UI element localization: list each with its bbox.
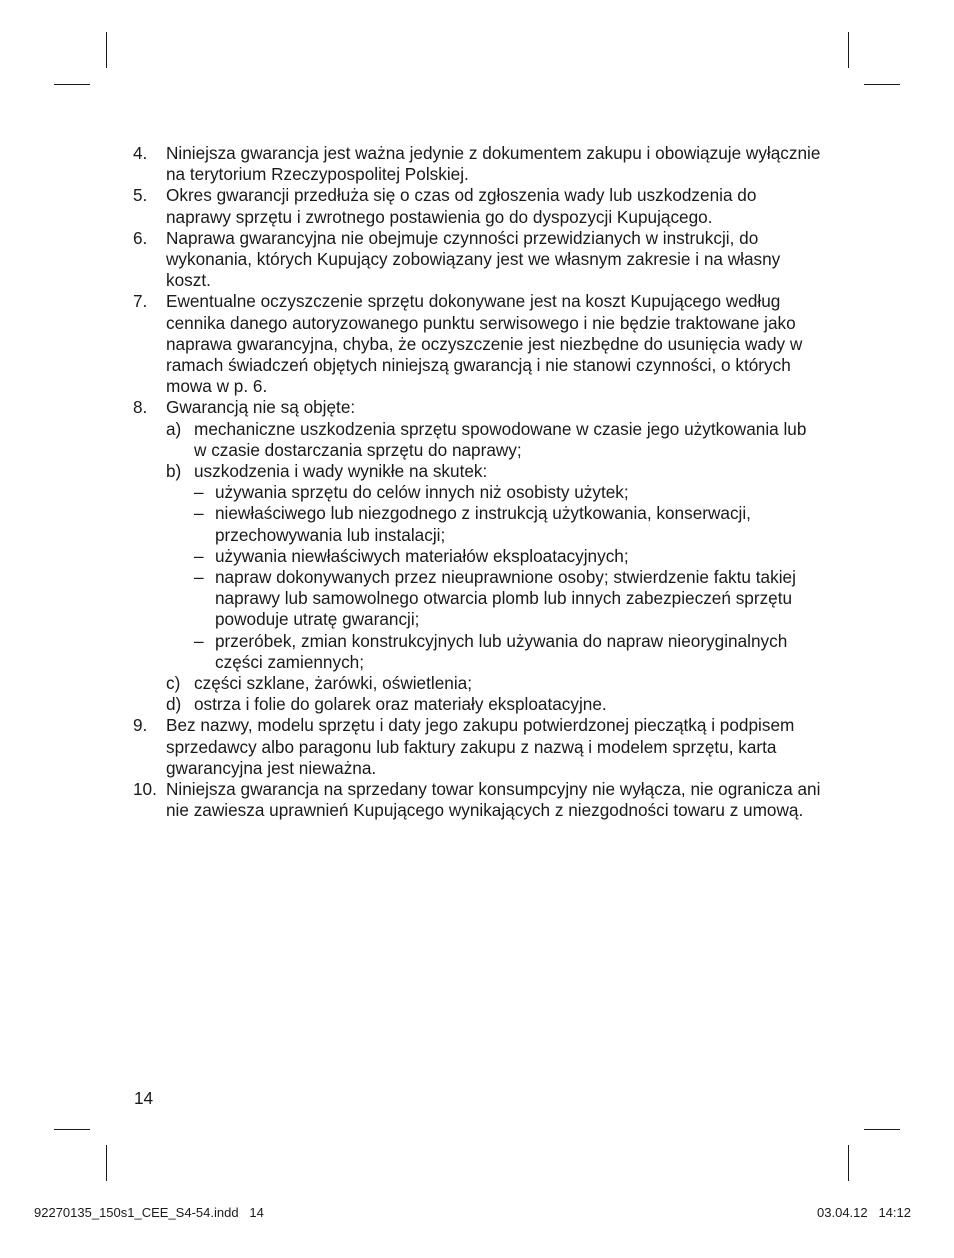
list-item	[133, 779, 823, 821]
item-text: Niniejsza gwarancja na sprzedany towar konsumpcyjny nie wyłącza, nie ogranicza ani nie zawiesza uprawnień Kupującego wynikających z niezgodności towaru z umową.	[166, 779, 821, 821]
crop-mark-bottom-left-vertical	[106, 1145, 107, 1181]
dash-item	[194, 567, 823, 631]
sub-item-text: ostrza i folie do golarek oraz materiały eksploatacyjne.	[194, 694, 607, 715]
dash-item-text: używania niewłaściwych materiałów eksploatacyjnych;	[215, 545, 629, 566]
dash-item-text: niewłaściwego lub niezgodnego z instrukcją użytkowania, konserwacji, przechowywania lub instalacji;	[215, 503, 751, 545]
item-number: 7.	[133, 291, 148, 312]
sub-item	[166, 673, 823, 694]
sub-list	[166, 419, 823, 716]
list-item	[133, 143, 823, 185]
crop-mark-top-right-vertical	[848, 32, 849, 68]
sub-item-letter: a)	[166, 418, 182, 439]
item-number: 5.	[133, 185, 148, 206]
dash-symbol: –	[194, 482, 204, 503]
item-text: Ewentualne oczyszczenie sprzętu dokonywane jest na koszt Kupującego według cennika danego autoryzowanego punktu serwisowego i nie będzie traktowane jako naprawa gwarancyjna, chyba, że oczyszczenie jest niezbędne do usunięcia wady w ramach świadczeń objętych niniejszą gwarancją i nie stanowi czynności, o których mowa w p. 6.	[166, 291, 803, 397]
dash-symbol: –	[194, 567, 204, 588]
warranty-terms-list	[133, 143, 823, 822]
dash-item	[194, 631, 823, 673]
item-number: 4.	[133, 143, 148, 163]
list-item	[133, 291, 823, 397]
item-number: 9.	[133, 715, 148, 736]
list-item	[133, 185, 823, 227]
list-item	[133, 397, 823, 715]
dash-item	[194, 482, 823, 503]
page-number: 14	[134, 1088, 154, 1108]
item-number: 10.	[133, 779, 157, 800]
dash-item	[194, 503, 823, 545]
dash-item-text: napraw dokonywanych przez nieuprawnione osoby; stwierdzenie faktu takiej naprawy lub samowolnego otwarcia plomb lub innych zabezpieczeń sprzętu powoduje utratę gwarancji;	[215, 567, 796, 630]
item-text: Bez nazwy, modelu sprzętu i daty jego zakupu potwierdzonej pieczątką i podpisem sprzedawcy albo paragonu lub faktury zakupu z nazwą i modelem sprzętu, karta gwarancyjna jest nieważna.	[166, 715, 795, 778]
list-item	[133, 715, 823, 779]
sub-item	[166, 419, 823, 461]
dash-symbol: –	[194, 503, 204, 524]
dash-symbol: –	[194, 630, 204, 651]
crop-mark-bottom-right-horizontal	[864, 1129, 900, 1130]
item-number: 8.	[133, 397, 148, 418]
sub-item	[166, 694, 823, 715]
item-number: 6.	[133, 227, 148, 248]
print-slug-filename: 92270135_150s1_CEE_S4-54.indd 14	[34, 1205, 264, 1220]
item-text: Okres gwarancji przedłuża się o czas od zgłoszenia wady lub uszkodzenia do naprawy sprzętu i zwrotnego postawienia go do dyspozycji Kupującego.	[166, 185, 757, 227]
sub-item-letter: b)	[166, 461, 182, 482]
sub-item-text: części szklane, żarówki, oświetlenia;	[194, 673, 472, 694]
dash-list	[194, 482, 823, 673]
sub-item-letter: d)	[166, 694, 182, 715]
crop-mark-top-left-vertical	[106, 32, 107, 68]
item-text: Naprawa gwarancyjna nie obejmuje czynności przewidzianych w instrukcji, do wykonania, których Kupujący zobowiązany jest we własnym zakresie i na własny koszt.	[166, 227, 781, 291]
dash-item-text: przeróbek, zmian konstrukcyjnych lub używania do napraw nieoryginalnych części zamiennych;	[215, 630, 788, 672]
crop-mark-top-left-horizontal	[54, 84, 90, 85]
item-text: Niniejsza gwarancja jest ważna jedynie z dokumentem zakupu i obowiązuje wyłącznie na terytorium Rzeczypospolitej Polskiej.	[166, 143, 821, 185]
sub-item-text: uszkodzenia i wady wynikłe na skutek:	[194, 461, 488, 482]
crop-mark-top-right-horizontal	[864, 84, 900, 85]
list-item	[133, 228, 823, 292]
dash-item	[194, 546, 823, 567]
sub-item-text: mechaniczne uszkodzenia sprzętu spowodowane w czasie jego użytkowania lub w czasie dostarczania sprzętu do naprawy;	[194, 418, 807, 460]
print-slug-timestamp: 03.04.12 14:12	[817, 1205, 911, 1220]
sub-item-letter: c)	[166, 673, 181, 694]
dash-symbol: –	[194, 545, 204, 566]
item-text: Gwarancją nie są objęte:	[166, 397, 356, 418]
sub-item	[166, 461, 823, 482]
crop-mark-bottom-right-vertical	[848, 1145, 849, 1181]
crop-mark-bottom-left-horizontal	[54, 1129, 90, 1130]
dash-item-text: używania sprzętu do celów innych niż osobisty użytek;	[215, 482, 629, 503]
